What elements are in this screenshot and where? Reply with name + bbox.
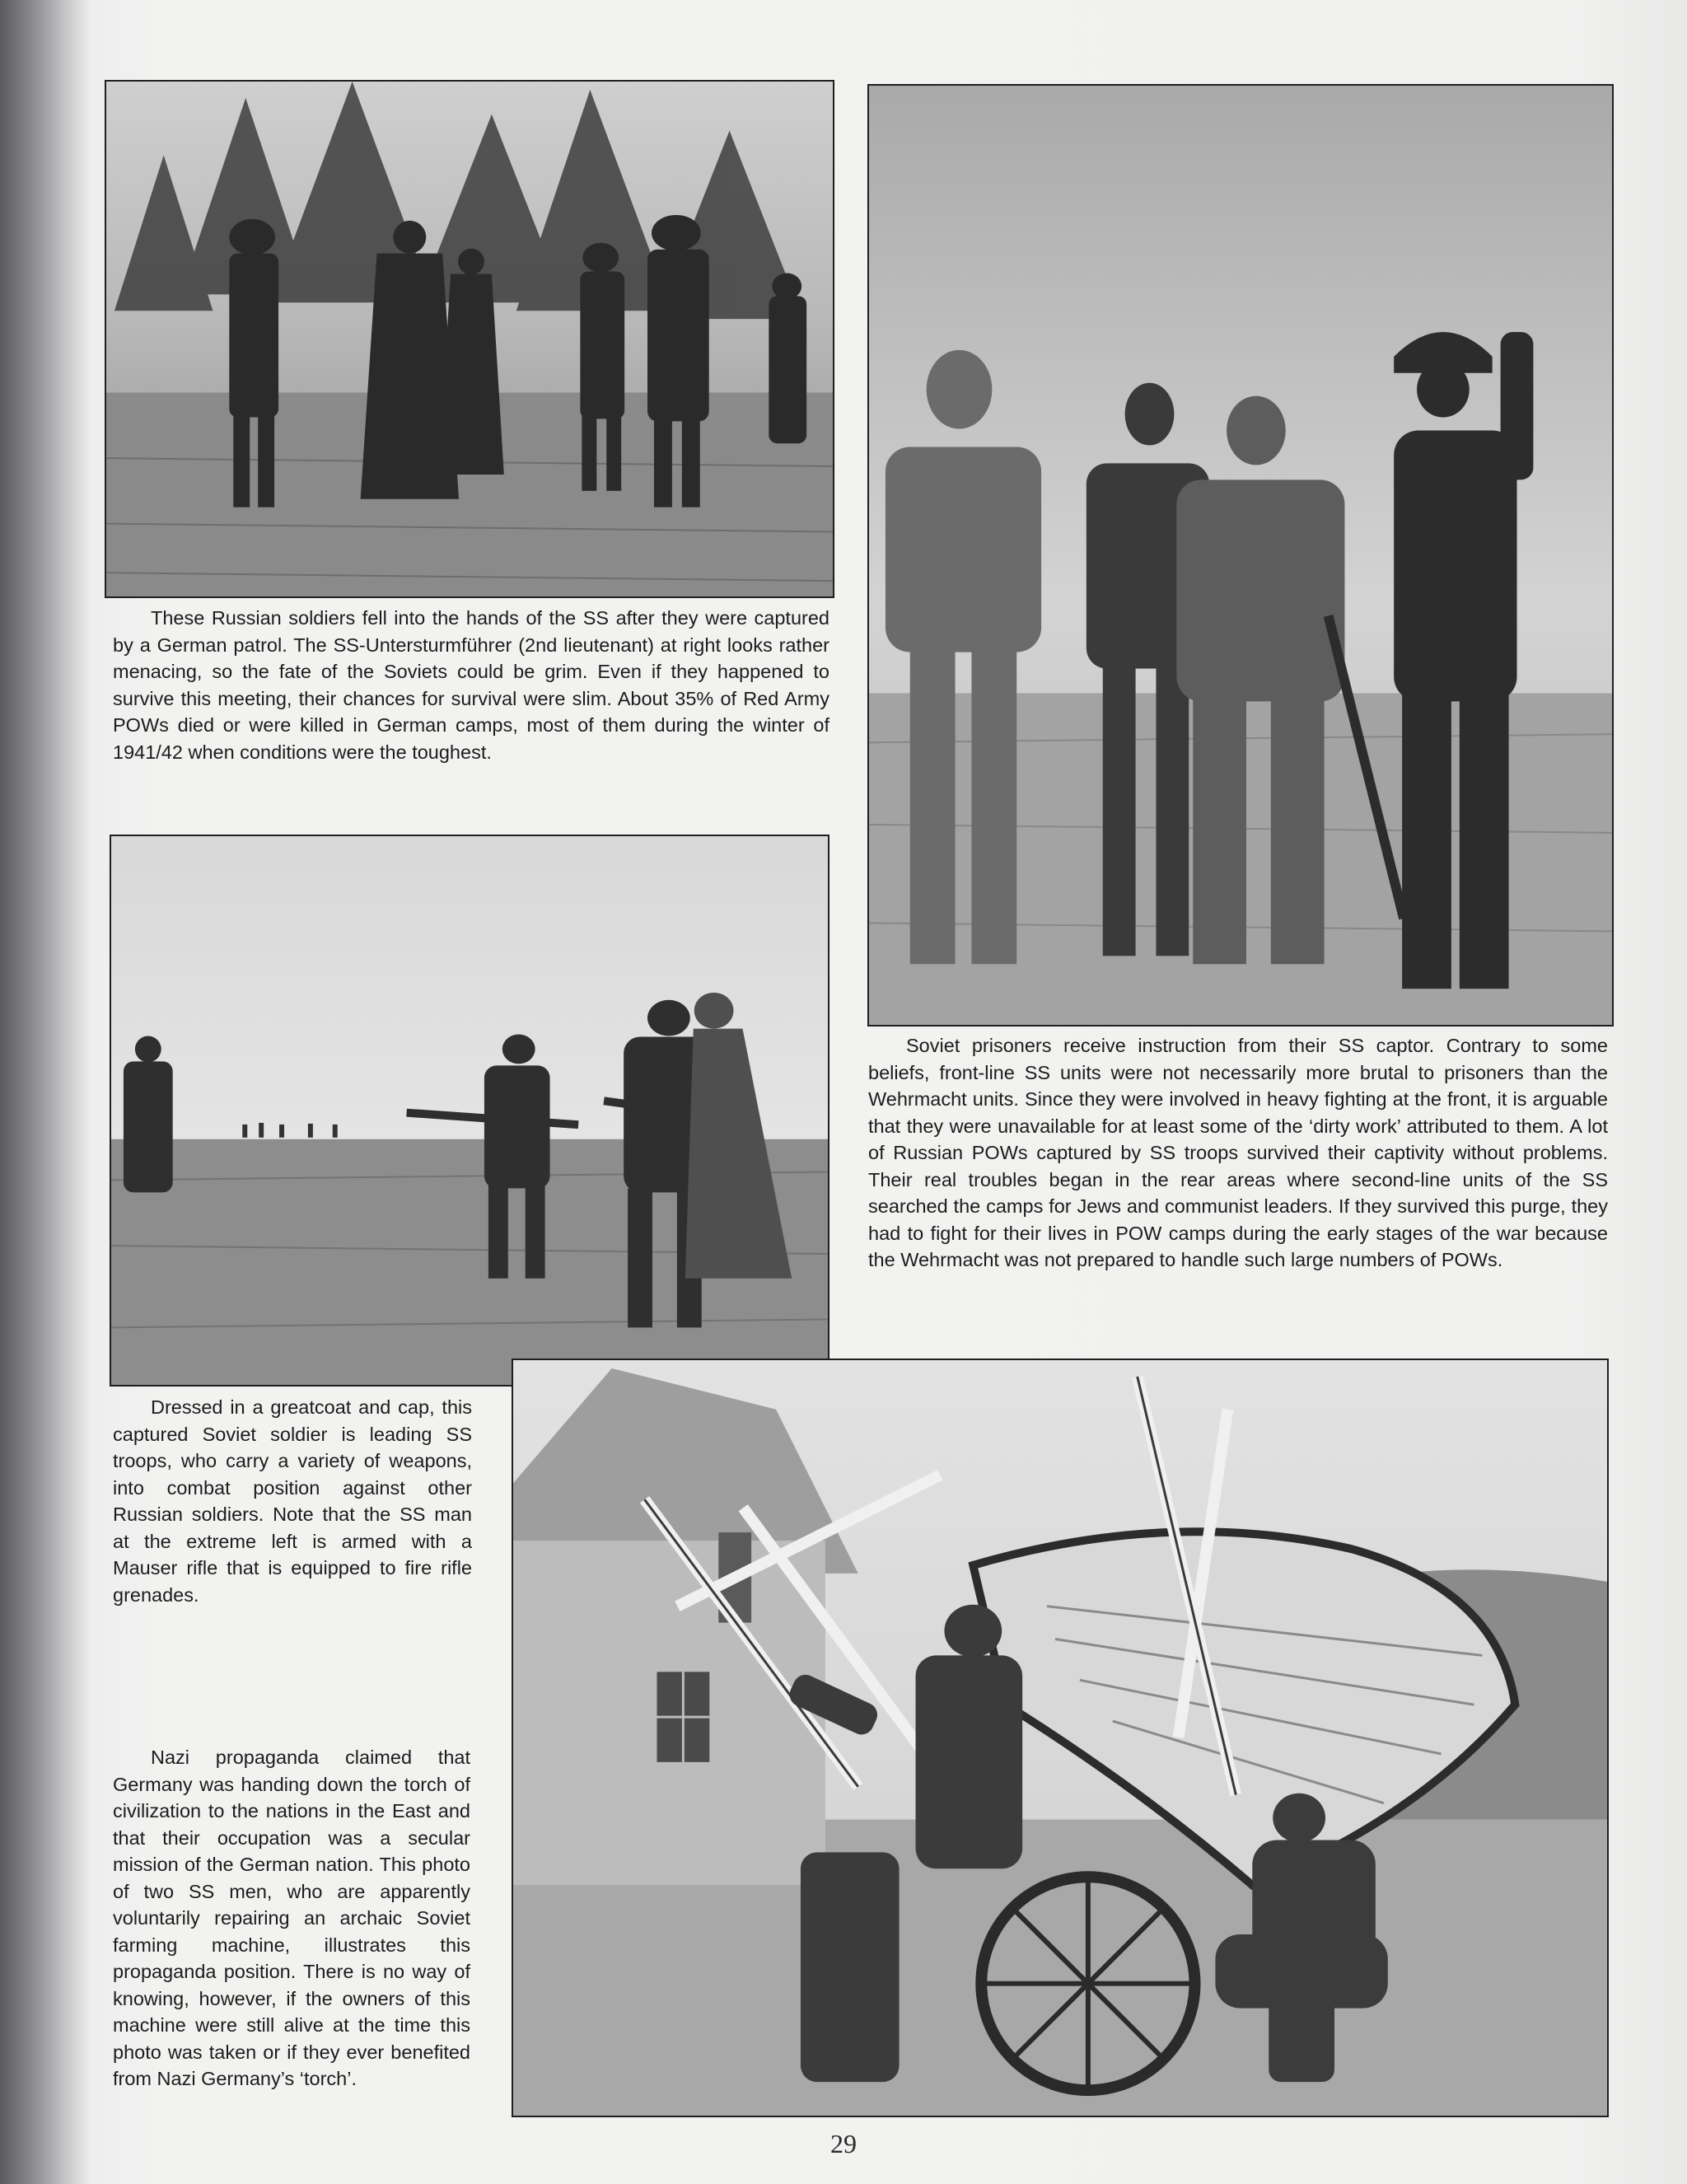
photo-prisoners-image — [869, 86, 1612, 1025]
photo-farming-image — [513, 1360, 1607, 2116]
photo-greatcoat-image — [111, 836, 828, 1385]
caption-greatcoat: Dressed in a greatcoat and cap, this captured Soviet soldier is leading SS troops, who carry a variety of weapons, into combat position against other Russian soldiers. Note that the SS man at the extreme left is armed with a Mauser rifle that is equipped to fire rifle grenades. — [113, 1396, 472, 1606]
caption-patrol: These Russian soldiers fell into the hands of the SS after they were captured by a German patrol. The SS-Untersturmführer (2nd lieutenant) at right looks rather menacing, so the fate of the Soviets could be grim. Even if they happened to survive this meeting, their chances for survival were slim. About 35% of Red Army POWs died or were killed in German camps, most of them during the winter of 1941/42 when conditions were the toughest. — [113, 607, 829, 763]
photo-soviet-prisoners — [867, 84, 1614, 1027]
photo-farming-machine-repair — [512, 1359, 1609, 2117]
page-number: 29 — [830, 2129, 857, 2158]
caption-propaganda: Nazi propaganda claimed that Germany was handing down the torch of civilization to the nations in the East and that their occupation was a secular mission of the German nation. This photo of two SS men, who are apparently voluntarily repairing an archaic Soviet farming machine, illustrates this propaganda position. There is no way of knowing, however, if the owners of this machine were still alive at the time this photo was taken or if they ever benefited from Nazi Germany’s ‘torch’. — [113, 1747, 470, 2089]
caption-prisoners: Soviet prisoners receive instruction from their SS captor. Contrary to some beliefs, front-line SS units were not necessarily more brutal to prisoners than the Wehrmacht units. Since they were involved in heavy fighting at the front, it is arguable that they were unavailable for at least some of the ‘dirty work’ attributed to them. A lot of Russian POWs captured by SS troops survived their captivity without problems. Their real troubles began in the rear areas where second-line units of the SS searched the camps for Jews and communist leaders. If they survived this purge, they had to fight for their lives in POW camps during the early stages of the war because the Wehrmacht was not prepared to handle such large numbers of POWs. — [868, 1035, 1608, 1270]
photo-patrol-captured-russians — [105, 80, 834, 598]
photo-patrol-image — [106, 82, 833, 596]
photo-soldier-leading-troops — [110, 835, 829, 1387]
